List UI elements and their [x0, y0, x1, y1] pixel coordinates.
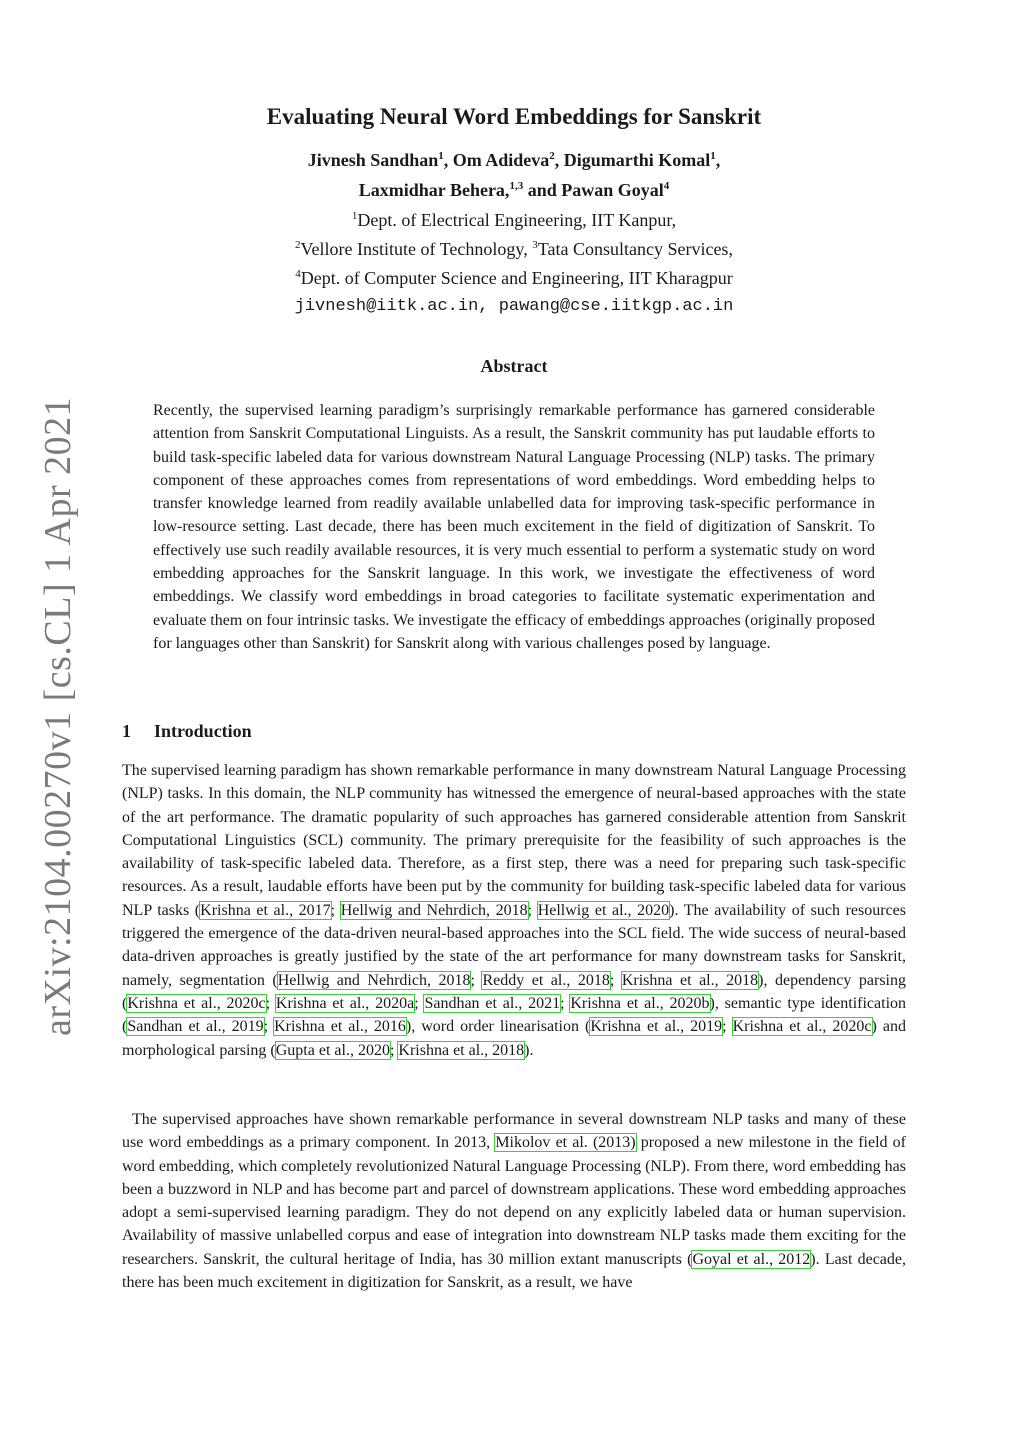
author-name: Laxmidhar Behera,	[358, 180, 510, 200]
citation-sep: ;	[265, 994, 276, 1012]
author-emails: jivnesh@iitk.ac.in, pawang@cse.iitkgp.ac.in	[294, 297, 734, 316]
affil-text: Dept. of Electrical Engineering, IIT Kanpur,	[357, 210, 677, 230]
citation-link[interactable]: Mikolov et al. (2013)	[495, 1134, 636, 1152]
citation-link[interactable]: Krishna et al., 2016	[274, 1018, 406, 1036]
affil-sup: 1	[351, 210, 358, 222]
affiliation-line-2	[122, 239, 906, 260]
author-sup: 1	[438, 150, 444, 162]
citation-link[interactable]: Krishna et al., 2020c	[732, 1018, 872, 1036]
paragraph-text: ), semantic type identification (	[122, 994, 907, 1036]
citation-link[interactable]: Reddy et al., 2018	[482, 971, 610, 989]
citation-sep: ;	[609, 971, 622, 989]
author-name: Jivnesh Sandhan	[307, 150, 439, 170]
citation-link[interactable]: Sandhan et al., 2021	[424, 994, 561, 1012]
citation-link[interactable]: Hellwig and Nehrdich, 2018	[277, 971, 471, 989]
paper-title: Evaluating Neural Word Embeddings for Sanskrit	[266, 104, 762, 129]
affil-text: Tata Consultancy Services,	[537, 239, 733, 259]
citation-link[interactable]: Goyal et al., 2012	[692, 1250, 811, 1268]
intro-paragraph-1	[122, 759, 906, 1062]
abstract-text: Recently, the supervised learning paradigm’s surprisingly remarkable performance has garnered considerable attention from Sanskrit Computational Linguists. As a result, the Sanskrit community has put laudable efforts to build task-specific labeled data for various downstream Natural Language Processing (NLP) tasks. The primary component of these approaches comes from representations of word embeddings. Word embedding helps to transfer knowledge learned from readily available unlabelled data for improving task-specific performance in low-resource setting. Last decade, there has been much excitement in the field of digitization of Sanskrit. To effectively use such readily available resources, it is very much essential to perform a systematic study on word embedding approaches for the Sanskrit language. In this work, we investigate the effectiveness of word embeddings. We classify word embeddings in broad categories to facilitate systematic experimentation and evaluate them on four intrinsic tasks. We investigate the efficacy of embeddings approaches (originally proposed for languages other than Sanskrit) for Sanskrit along with various challenges posed by language.	[153, 402, 875, 652]
section-number: 1	[122, 721, 131, 741]
citation-link[interactable]: Hellwig and Nehrdich, 2018	[340, 901, 528, 919]
abstract-heading: Abstract	[480, 356, 548, 376]
author-sup: 4	[663, 180, 670, 192]
citation-sep: ;	[722, 1018, 733, 1036]
author-name: and Pawan Goyal	[523, 180, 664, 200]
citation-sep: ;	[389, 1041, 399, 1059]
paragraph-text: ). Last decade, there has been much excitement in digitization for Sanskrit, as a result, we have	[122, 1250, 907, 1292]
section-heading-introduction	[122, 721, 252, 742]
citation-sep: ;	[414, 994, 425, 1012]
paragraph-text: ) and morphological parsing (	[122, 1018, 906, 1059]
citation-sep: ;	[527, 901, 538, 919]
author-sup: 1	[710, 150, 716, 162]
affil-text: Dept. of Computer Science and Engineering, IIT Kharagpur	[300, 268, 733, 288]
author-name: , Om Adideva	[443, 150, 550, 170]
paragraph-text: ). The availability of such resources triggered the emergence of the data-driven neural-based approaches into the SCL field. The wide success of neural-based data-driven approaches is greatly justified by the state of the art performance for many downstream tasks for Sanskrit, namely, segmentation (	[122, 901, 907, 989]
citation-link[interactable]: Krishna et al., 2020a	[275, 994, 415, 1012]
affil-sup: 4	[295, 268, 301, 280]
citation-link[interactable]: Krishna et al., 2020b	[570, 994, 710, 1012]
author-sup: 2	[549, 150, 555, 162]
citation-sep: ;	[330, 901, 341, 919]
citation-link[interactable]: Gupta et al., 2020	[275, 1041, 390, 1059]
citation-link[interactable]: Sandhan et al., 2019	[127, 1018, 264, 1036]
author-line-2	[122, 180, 906, 201]
citation-link[interactable]: Krishna et al., 2018	[621, 971, 759, 989]
affil-text: Vellore Institute of Technology,	[300, 239, 533, 259]
arxiv-side-stamp: arXiv:2104.00270v1 [cs.CL] 1 Apr 2021	[37, 396, 79, 1036]
affil-sup: 2	[295, 239, 301, 251]
affiliation-line-3	[122, 268, 906, 289]
citation-link[interactable]: Krishna et al., 2020c	[127, 994, 266, 1012]
author-sep: ,	[715, 150, 721, 170]
author-sup: 1,3	[509, 180, 524, 192]
intro-paragraph-2	[122, 1108, 906, 1294]
affiliation-line-1	[122, 210, 906, 231]
paragraph-text: proposed a new milestone in the field of word embedding, which completely revolutionized Natural Language Processing (NLP). From there, word embedding has been a buzzword in NLP and has become part and parcel of downstream applications. These word embedding approaches adopt a semi-supervised learning paradigm. They do not depend on any explicitly labeled data or human supervision. Availability of massive unlabelled corpus and ease of integration into downstream NLP tasks made them exciting for the researchers. Sanskrit, the cultural heritage of India, has 30 million extant manuscripts (	[122, 1134, 907, 1268]
citation-sep: ;	[560, 994, 571, 1012]
citation-sep: ;	[470, 971, 483, 989]
paragraph-text: ), dependency parsing (	[122, 971, 906, 1012]
author-line-1	[122, 150, 906, 171]
citation-sep: ;	[263, 1018, 275, 1036]
citation-link[interactable]: Krishna et al., 2017	[200, 901, 331, 919]
citation-link[interactable]: Hellwig et al., 2020	[537, 901, 670, 919]
citation-link[interactable]: Krishna et al., 2019	[590, 1018, 723, 1036]
section-title: Introduction	[154, 721, 252, 741]
paragraph-text: The supervised learning paradigm has shown remarkable performance in many downstream Natural Language Processing (NLP) tasks. In this domain, the NLP community has witnessed the emergence of neural-based approaches with the state of the art performance. The dramatic popularity of such approaches has garnered considerable attention from Sanskrit Computational Linguistics (SCL) community. The primary prerequisite for the feasibility of such approaches is the availability of task-specific labeled data. Therefore, as a first step, there was a need for preparing such task-specific resources. As a result, laudable efforts have been put by the community for building task-specific labeled data for various NLP tasks (	[122, 762, 906, 919]
paragraph-text: ), word order linearisation (	[405, 1018, 591, 1036]
paragraph-text: The supervised approaches have shown remarkable performance in several downstream NLP tasks and many of these use word embeddings as a primary component. In 2013,	[122, 1111, 906, 1152]
citation-link[interactable]: Krishna et al., 2018	[398, 1041, 525, 1059]
author-name: , Digumarthi Komal	[554, 150, 711, 170]
paragraph-text: ).	[524, 1041, 534, 1059]
affil-sup: 3	[532, 239, 538, 251]
